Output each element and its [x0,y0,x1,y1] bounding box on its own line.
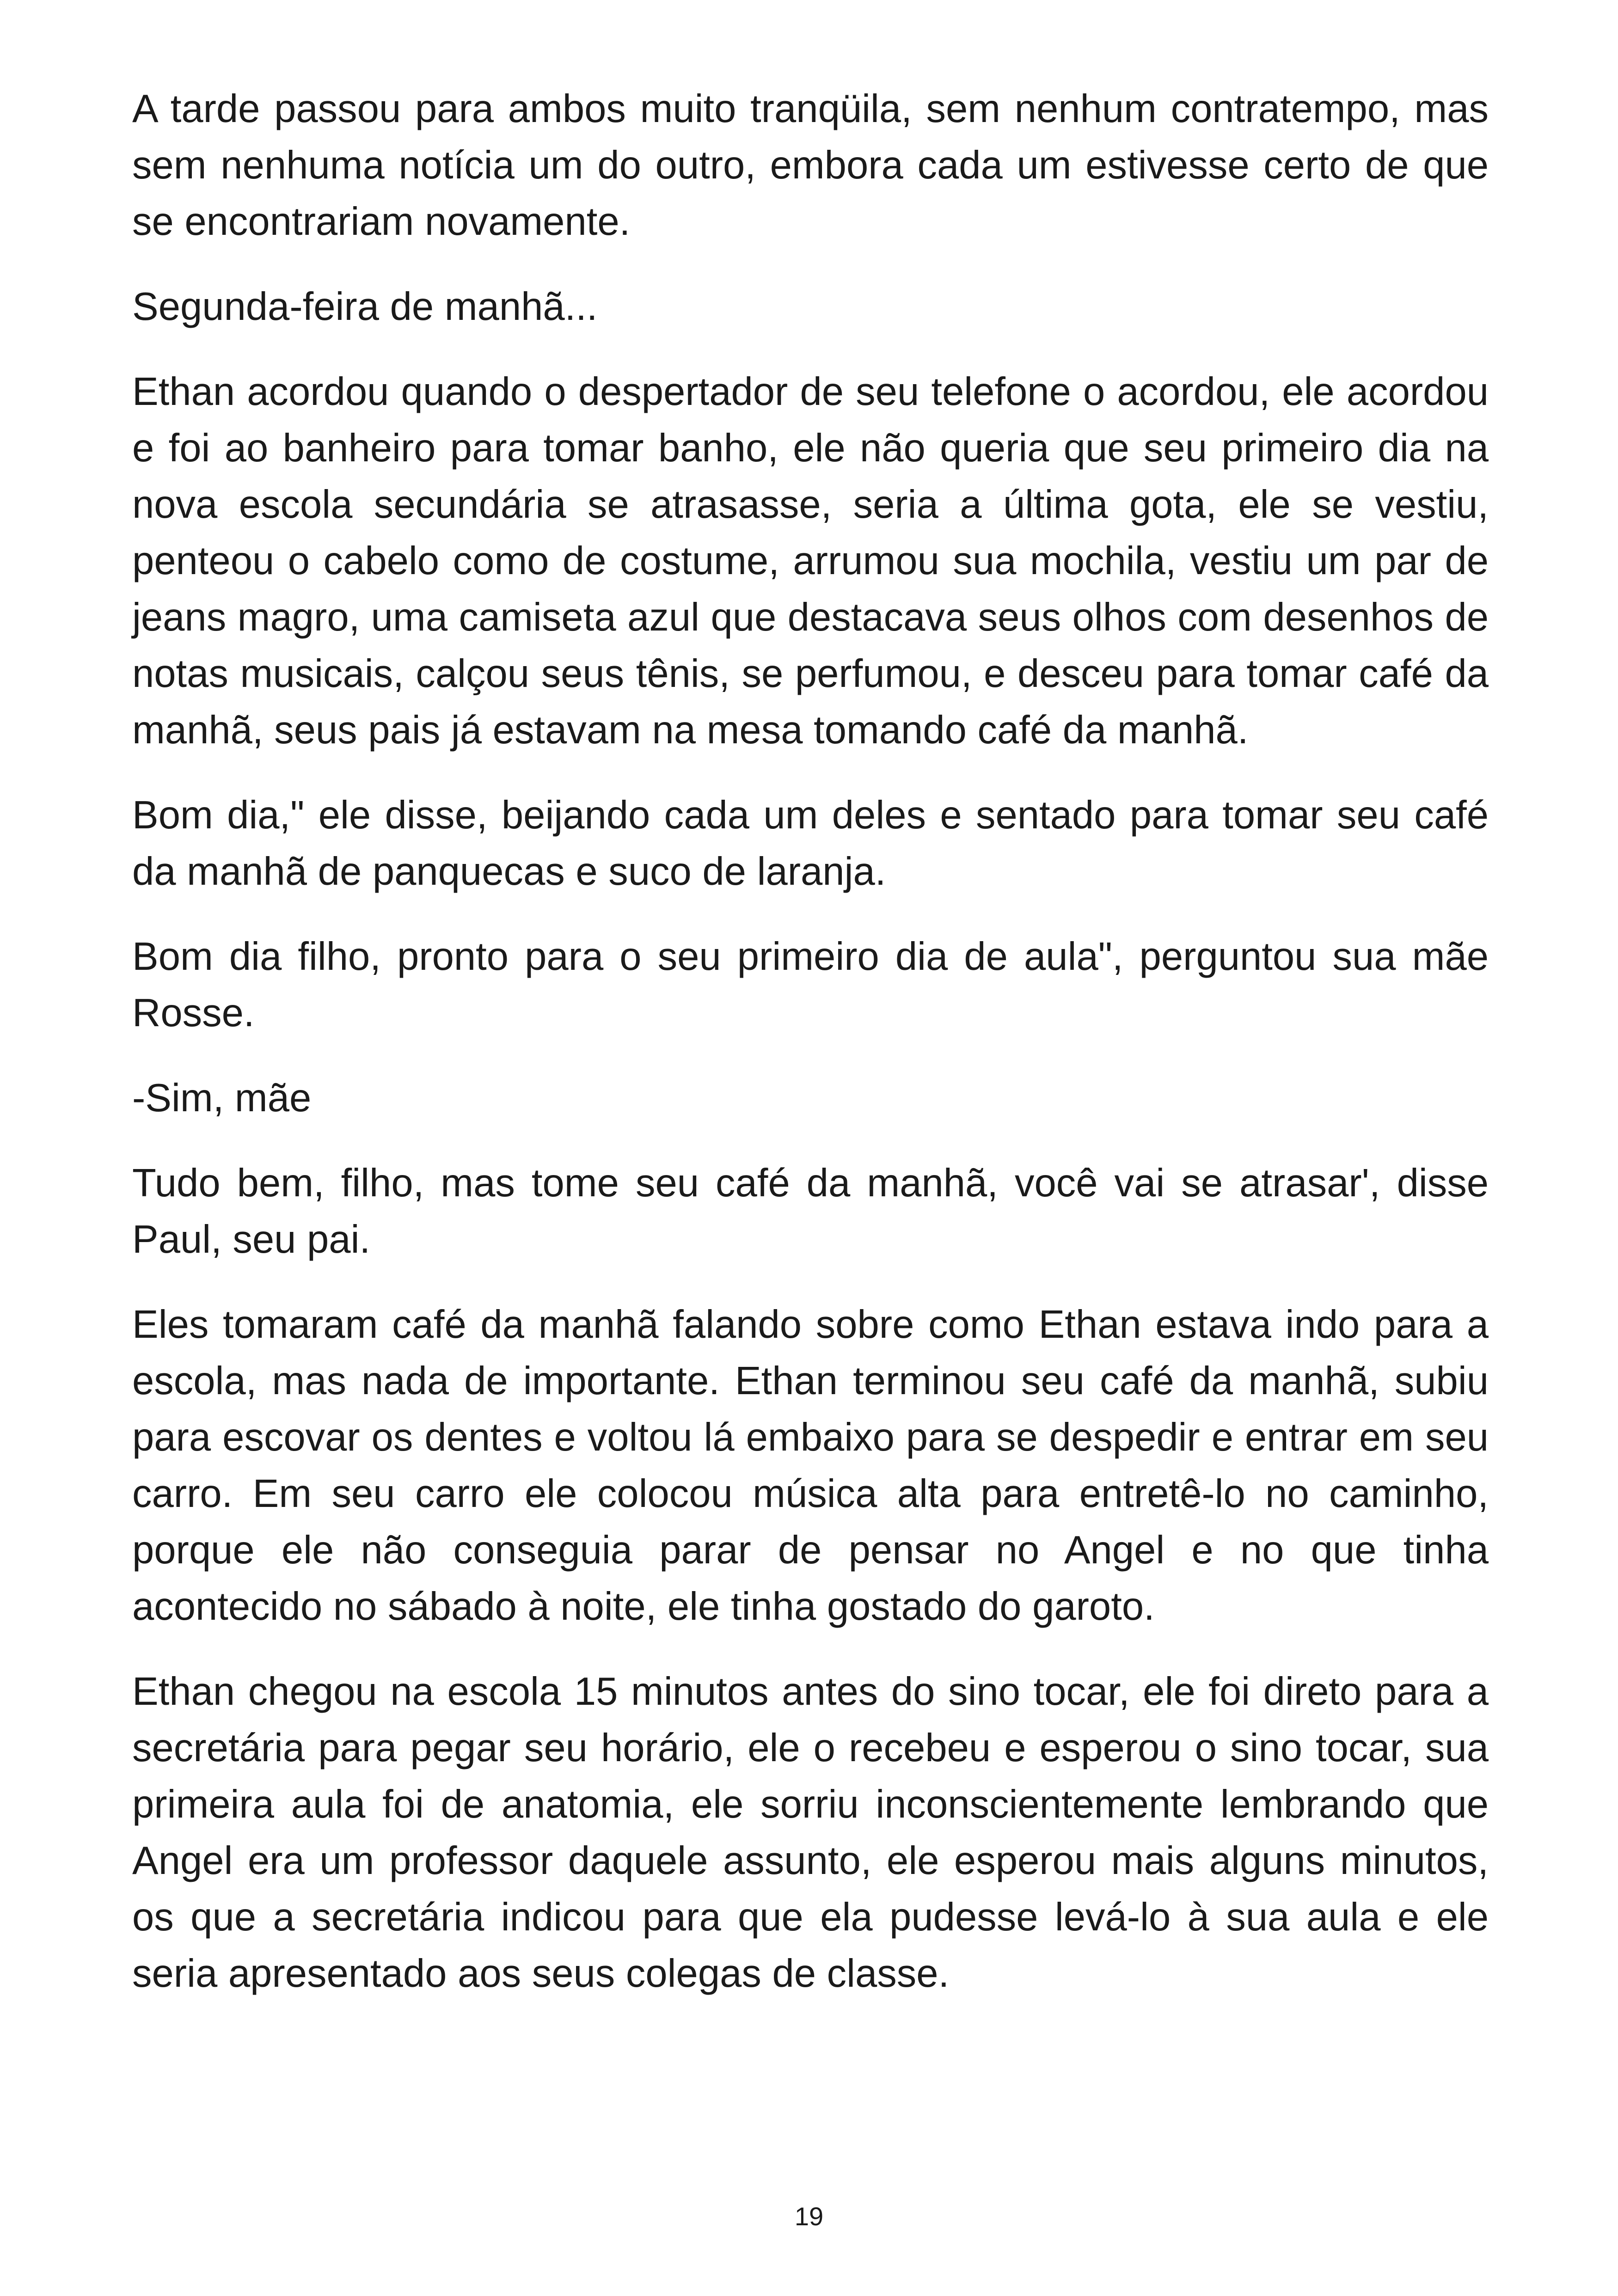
paragraph: Bom dia filho, pronto para o seu primeiro dia de aula", perguntou sua mãe Rosse. [132,935,1489,1035]
paragraph: Ethan acordou quando o despertador de seu telefone o acordou, ele acordou e foi ao banheiro para tomar banho, ele não queria que seu primeiro dia na nova escola secundária se atrasasse, seria a última gota, ele se vestiu, penteou o cabelo como de costume, arrumou sua mochila, vestiu um par de jeans magro, uma camiseta azul que destacava seus olhos com desenhos de notas musicais, calçou seus tênis, se perfumou, e desceu para tomar café da manhã, seus pais já estavam na mesa tomando café da manhã. [132,370,1489,752]
page-number: 19 [794,2202,824,2231]
paragraph: Eles tomaram café da manhã falando sobre como Ethan estava indo para a escola, mas nada de importante. Ethan terminou seu café da manhã, subiu para escovar os dentes e voltou lá embaixo para se despedir e entrar em seu carro. Em seu carro ele colocou música alta para entretê-lo no caminho, porque ele não conseguia parar de pensar no Angel e no que tinha acontecido no sábado à noite, ele tinha gostado do garoto. [132,1303,1489,1629]
body-text [132,81,1489,2031]
paragraph: Segunda-feira de manhã... [132,285,598,329]
paragraph: Tudo bem, filho, mas tome seu café da manhã, você vai se atrasar', disse Paul, seu pai. [132,1161,1489,1261]
paragraph: Ethan chegou na escola 15 minutos antes do sino tocar, ele foi direto para a secretária para pegar seu horário, ele o recebeu e esperou o sino tocar, sua primeira aula foi de anatomia, ele sorriu inconscientemente lembrando que Angel era um professor daquele assunto, ele esperou mais alguns minutos, os que a secretária indicou para que ela pudesse levá-lo à sua aula e ele seria apresentado aos seus colegas de classe. [132,1670,1489,1996]
paragraph: A tarde passou para ambos muito tranqüila, sem nenhum contratempo, mas sem nenhuma notícia um do outro, embora cada um estivesse certo de que se encontrariam novamente. [132,87,1489,244]
paragraph: Bom dia," ele disse, beijando cada um deles e sentado para tomar seu café da manhã de panquecas e suco de laranja. [132,793,1489,894]
paragraph: -Sim, mãe [132,1076,312,1120]
